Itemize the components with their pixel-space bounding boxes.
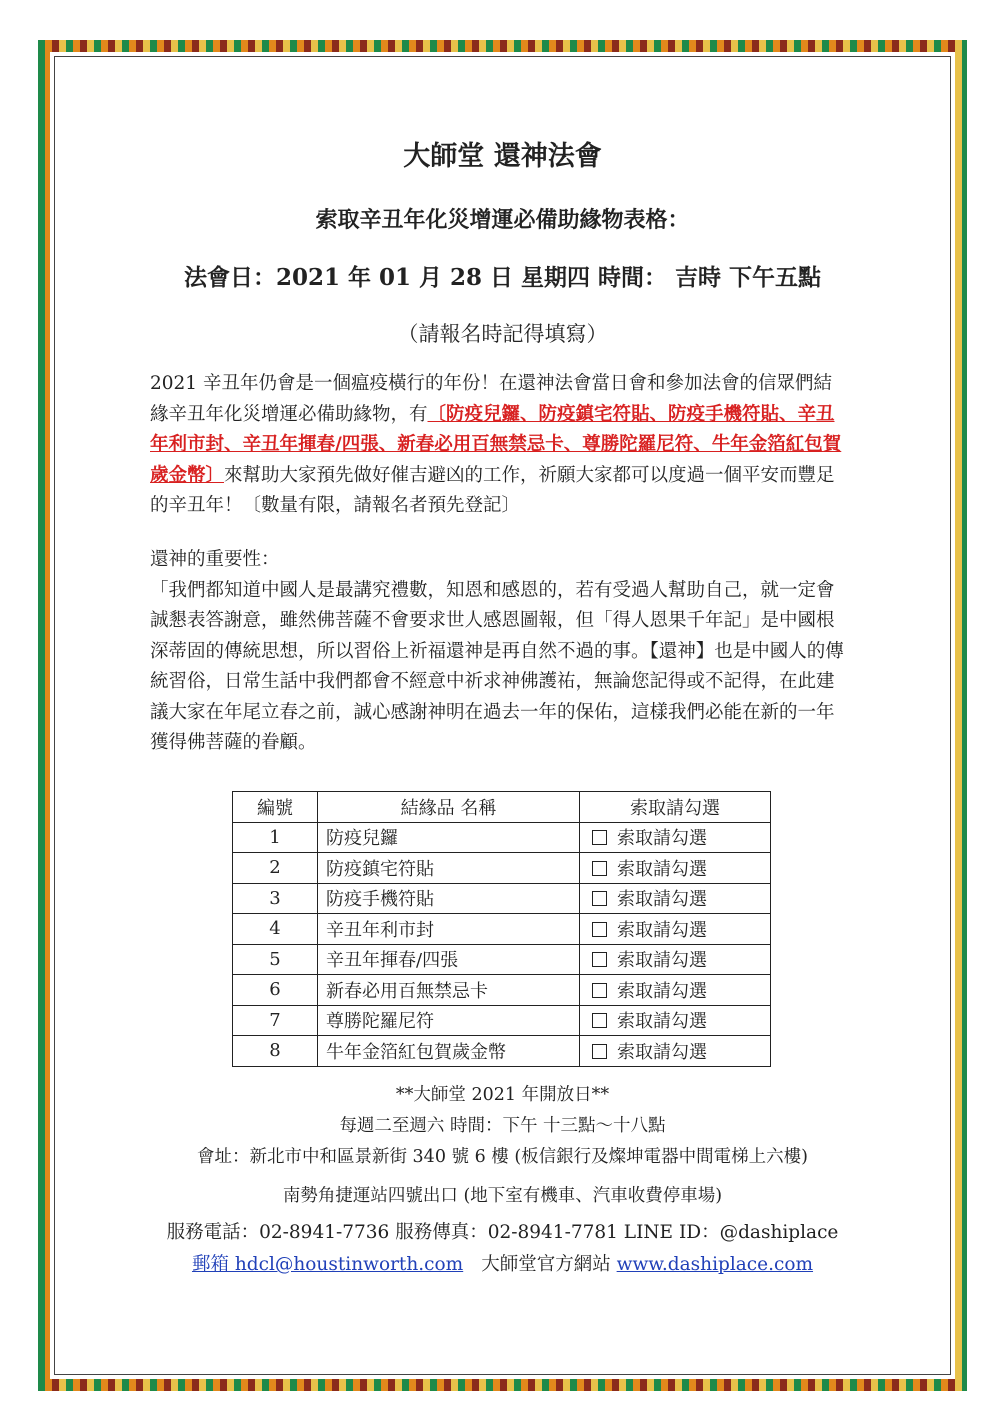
page-subtitle: 索取辛丑年化災增運必備助緣物表格： [315,207,690,233]
row-item-name: 防疫兒鑼 [318,822,580,853]
items-table [232,791,771,1067]
row-number: 5 [233,944,318,975]
row-item-name: 尊勝陀羅尼符 [318,1005,580,1036]
importance-heading: 還神的重要性： [150,549,280,570]
importance-section [150,545,850,759]
checkbox[interactable] [592,1013,607,1028]
table-row [233,914,771,945]
row-select-cell[interactable] [580,822,771,853]
checkbox[interactable] [592,891,607,906]
table-header-row [233,792,771,823]
address: 會址：新北市中和區景新街 340 號 6 樓 (板信銀行及燦坤電器中間電梯上六樓) [196,1147,808,1167]
intro-paragraph [150,369,850,522]
open-day-heading: **大師堂 2021 年開放日** [395,1085,610,1105]
checkbox[interactable] [592,922,607,937]
intro-text-after: 來幫助大家預先做好催吉避凶的工作，祈願大家都可以度過一個平安而豐足的辛丑年！〔數量有限，請報名者預先登記〕 [150,464,835,516]
row-select-label: 索取請勾選 [617,1011,707,1033]
checkbox[interactable] [592,1044,607,1059]
importance-body: 「我們都知道中國人是最講究禮數，知恩和感恩的，若有受過人幫助自己，就一定會誠懇表答謝意，雖然佛菩薩不會要求世人感恩圖報，但「得人恩果千年記」是中國根深蒂固的傳統思想，所以習俗上祈福還神是再自然不過的事。【還神】也是中國人的傳統習俗，日常生話中我們都會不經意中祈求神佛護祐，無論您記得或不記得，在此建議大家在年尾立春之前，誠心感謝神明在過去一年的保佑，這樣我們必能在新的一年獲得佛菩薩的眷顧。 [150,579,844,753]
checkbox[interactable] [592,861,607,876]
header-select: 索取請勾選 [580,792,771,823]
row-select-cell[interactable] [580,975,771,1006]
row-item-name: 辛丑年揮春/四張 [318,944,580,975]
row-select-label: 索取請勾選 [617,980,707,1002]
table-row [233,944,771,975]
row-select-cell[interactable] [580,883,771,914]
table-row [233,853,771,884]
table-row [233,822,771,853]
table-row [233,1036,771,1067]
row-number: 7 [233,1005,318,1036]
row-number: 2 [233,853,318,884]
email-link[interactable]: 郵箱 hdcl@houstinworth.com [191,1254,464,1275]
row-item-name: 防疫鎮宅符貼 [318,853,580,884]
intro-highlight-items: 〔防疫兒鑼、防疫鎮宅符貼、防疫手機符貼、辛丑年利市封、辛丑年揮春/四張、新春必用百無禁忌卡、尊勝陀羅尼符、牛年金箔紅包賀歲金幣〕 [150,403,842,486]
intro-text-before: 2021 辛丑年仍會是一個瘟疫橫行的年份！在還神法會當日會和參加法會的信眾們結緣辛丑年化災增運必備助緣物，有 [150,373,832,425]
checkbox[interactable] [592,983,607,998]
opening-hours: 每週二至週六 時間：下午 十三點～十八點 [339,1116,666,1136]
registration-reminder: （請報名時記得填寫） [397,322,608,346]
row-select-cell[interactable] [580,1005,771,1036]
row-select-label: 索取請勾選 [617,858,707,880]
header-item-name: 結緣品 名稱 [318,792,580,823]
ceremony-date-line: 法會日：2021 年 01 月 28 日 星期四 時間： 吉時 下午五點 [183,264,822,291]
row-select-cell[interactable] [580,1036,771,1067]
row-select-label: 索取請勾選 [617,919,707,941]
table-row [233,1005,771,1036]
row-select-label: 索取請勾選 [617,828,707,850]
website-label: 大師堂官方網站 [481,1254,611,1275]
row-select-cell[interactable] [580,853,771,884]
row-select-label: 索取請勾選 [617,889,707,911]
row-number: 3 [233,883,318,914]
row-item-name: 新春必用百無禁忌卡 [318,975,580,1006]
table-row [233,883,771,914]
row-item-name: 辛丑年利市封 [318,914,580,945]
row-select-cell[interactable] [580,914,771,945]
page-title: 大師堂 還神法會 [403,141,602,172]
transport-info: 南勢角捷運站四號出口 (地下室有機車、汽車收費停車場) [282,1186,723,1206]
row-number: 1 [233,822,318,853]
checkbox[interactable] [592,830,607,845]
row-number: 6 [233,975,318,1006]
row-number: 8 [233,1036,318,1067]
row-select-cell[interactable] [580,944,771,975]
row-number: 4 [233,914,318,945]
header-number: 編號 [233,792,318,823]
table-row [233,975,771,1006]
links-line [0,1250,1005,1276]
row-select-label: 索取請勾選 [617,950,707,972]
row-item-name: 牛年金箔紅包賀歲金幣 [318,1036,580,1067]
contact-info: 服務電話：02-8941-7736 服務傳真：02-8941-7781 LINE ID：@dashiplace [166,1222,839,1243]
website-link[interactable]: www.dashiplace.com [616,1254,814,1275]
checkbox[interactable] [592,952,607,967]
row-select-label: 索取請勾選 [617,1041,707,1063]
row-item-name: 防疫手機符貼 [318,883,580,914]
